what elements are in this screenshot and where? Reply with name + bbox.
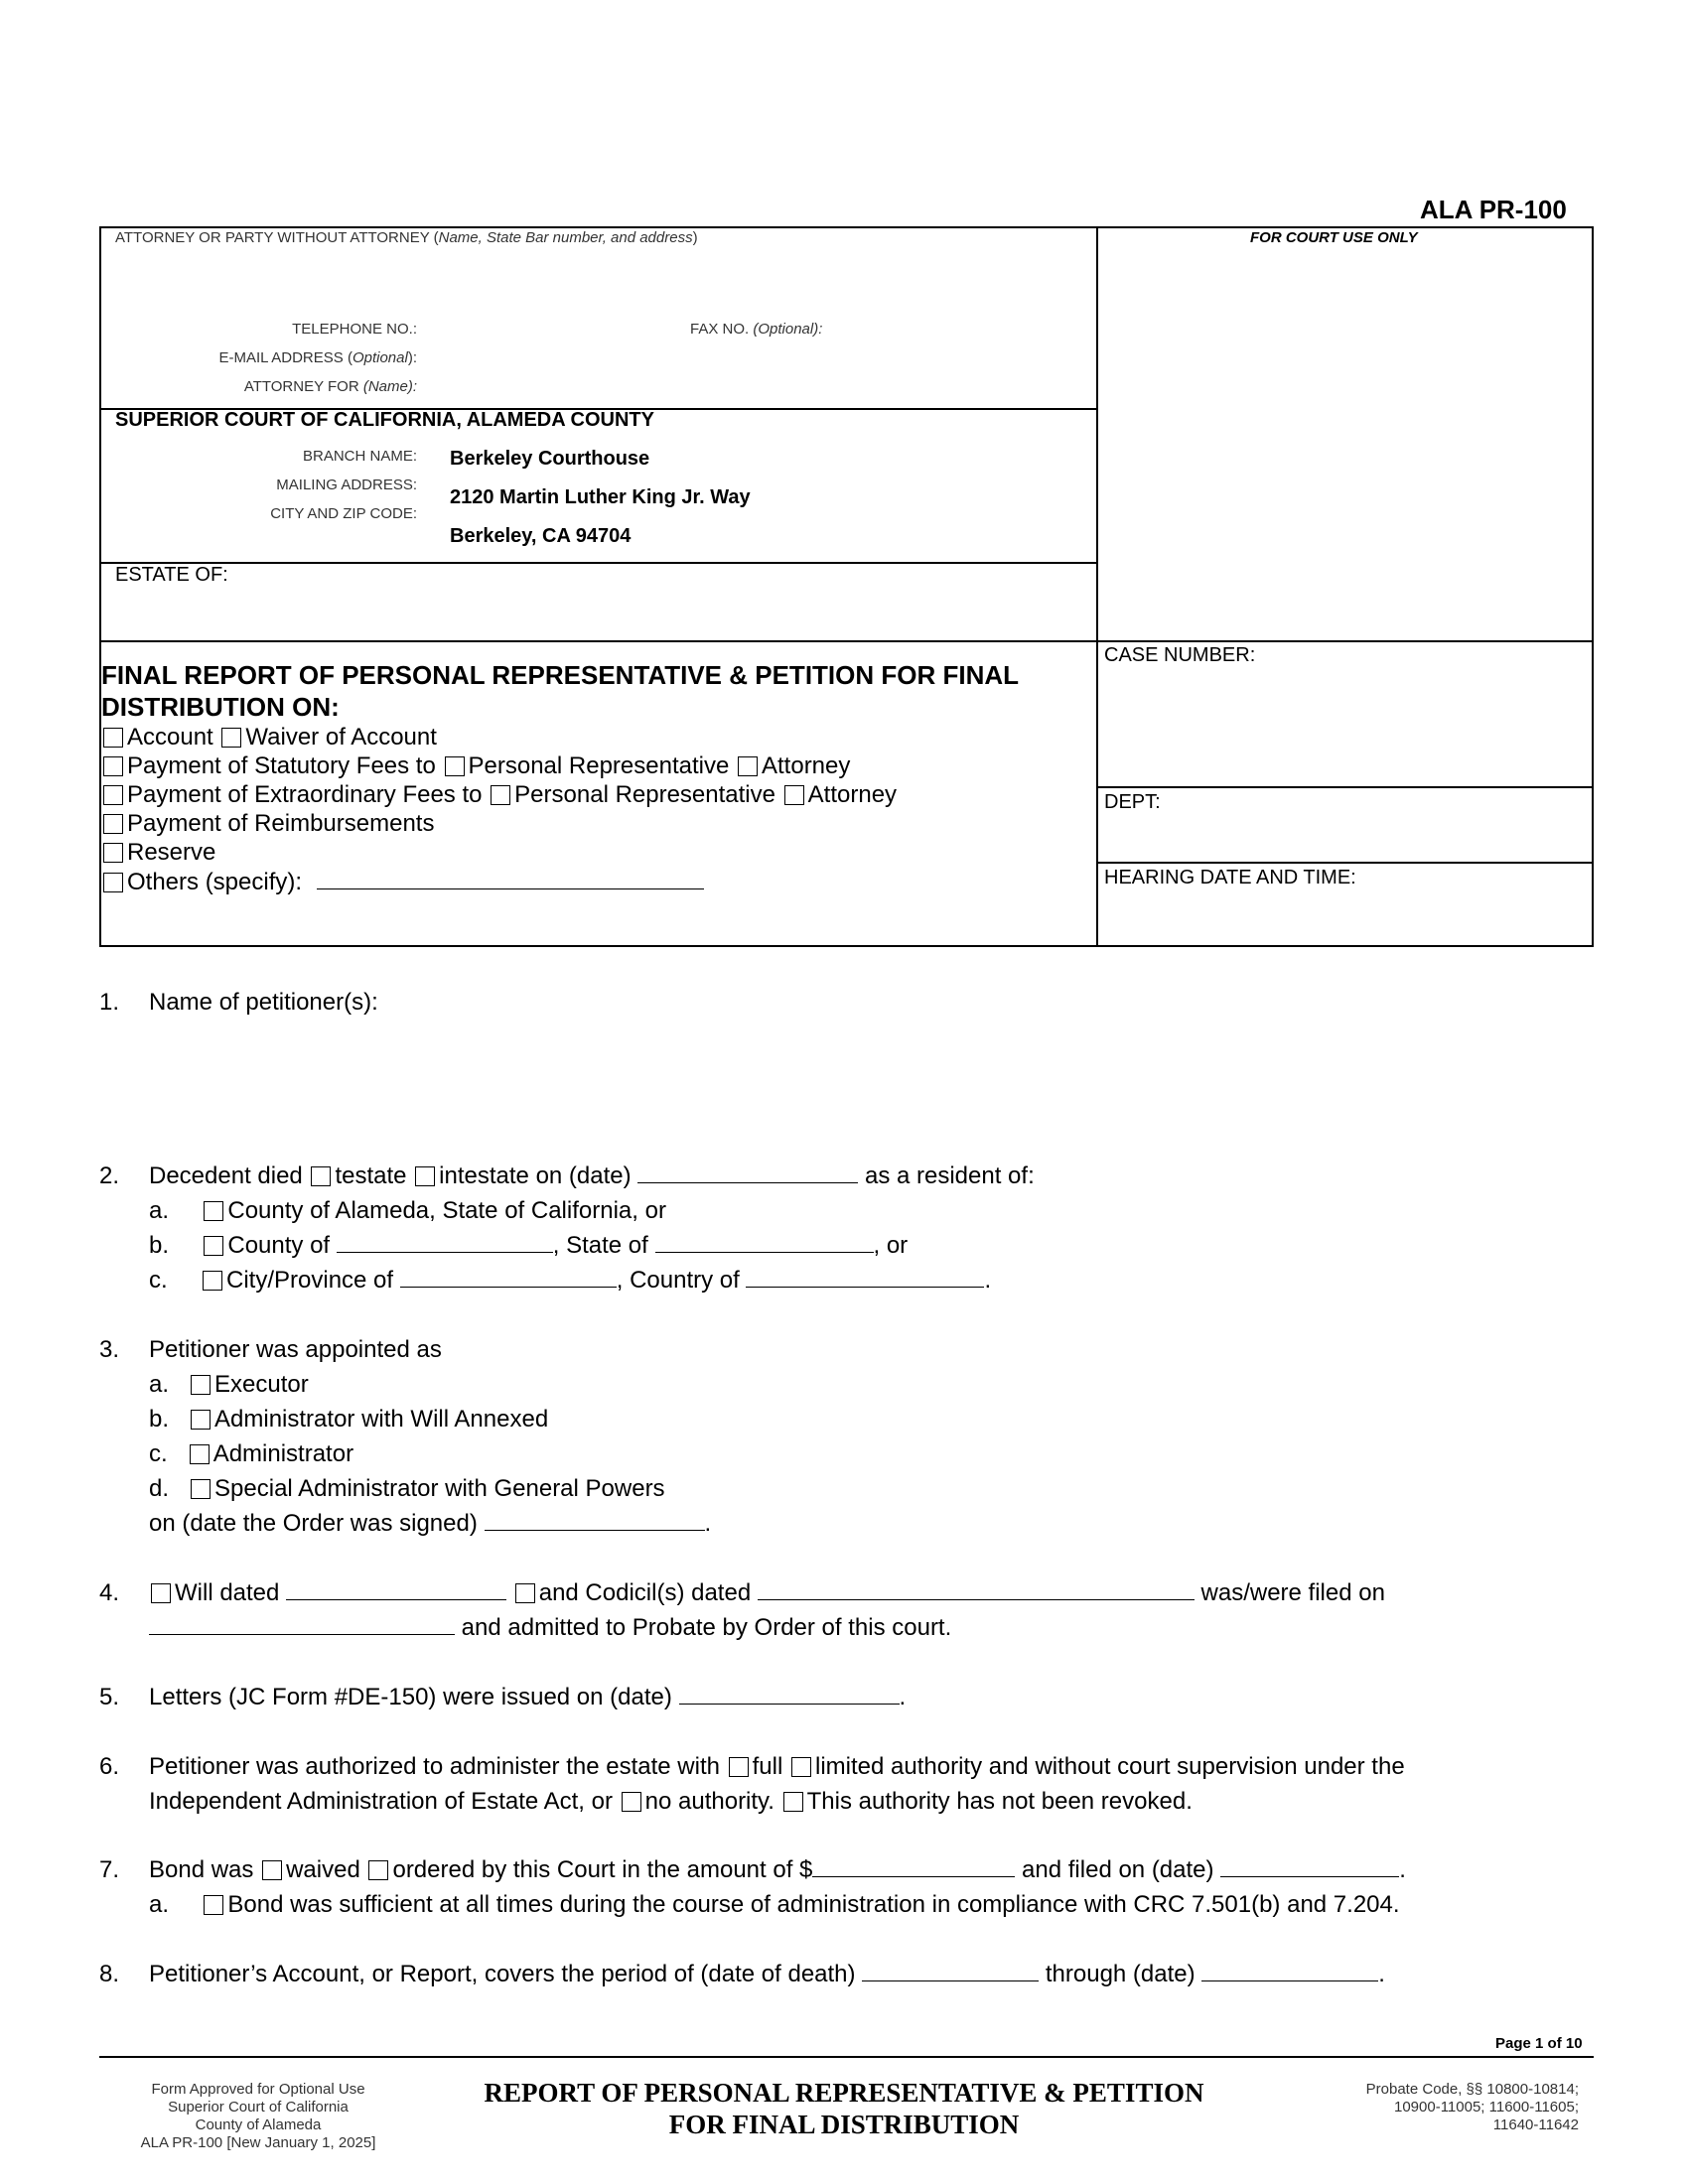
court-use-label: FOR COURT USE ONLY [1250, 229, 1418, 246]
waiver-checkbox[interactable] [221, 728, 241, 748]
other-county-checkbox[interactable] [204, 1236, 223, 1256]
form-id: ALA PR-100 [1420, 195, 1567, 224]
report-title-line1: FINAL REPORT OF PERSONAL REPRESENTATIVE & PETITION FOR FINAL [101, 660, 1020, 690]
statutory-pr-checkbox[interactable] [445, 756, 465, 776]
filed-date-field[interactable] [149, 1612, 455, 1635]
divider [1096, 786, 1594, 788]
option-row-statutory-fees: Payment of Statutory Fees to Personal Representative Attorney [101, 751, 850, 780]
admin-will-annexed-checkbox[interactable] [191, 1410, 211, 1430]
extraordinary-fees-checkbox[interactable] [103, 785, 123, 805]
hearing-label: HEARING DATE AND TIME: [1104, 867, 1356, 888]
court-name: SUPERIOR COURT OF CALIFORNIA, ALAMEDA COUNTY [115, 409, 654, 431]
dept-label: DEPT: [1104, 791, 1161, 813]
bond-ordered-checkbox[interactable] [368, 1860, 388, 1880]
mailing-value: 2120 Martin Luther King Jr. Way [450, 486, 751, 508]
divider [1096, 862, 1594, 864]
bond-amount-field[interactable] [812, 1854, 1015, 1877]
alameda-checkbox[interactable] [204, 1201, 223, 1221]
city-province-field[interactable] [400, 1265, 617, 1288]
state-field[interactable] [655, 1230, 874, 1253]
will-checkbox[interactable] [151, 1583, 171, 1603]
divider [101, 640, 1096, 642]
executor-checkbox[interactable] [191, 1375, 211, 1395]
letters-date-field[interactable] [679, 1682, 900, 1705]
telephone-label: TELEPHONE NO.: [292, 321, 417, 338]
attorney-label: ATTORNEY OR PARTY WITHOUT ATTORNEY (Name, State Bar number, and address) [115, 229, 698, 246]
bond-waived-checkbox[interactable] [262, 1860, 282, 1880]
option-row-reimbursements: Payment of Reimbursements [101, 809, 434, 838]
extraordinary-attorney-checkbox[interactable] [784, 785, 804, 805]
will-date-field[interactable] [286, 1577, 506, 1600]
death-date-field[interactable] [637, 1160, 858, 1183]
others-field[interactable] [317, 867, 704, 889]
option-row-extraordinary-fees: Payment of Extraordinary Fees to Personal Representative Attorney [101, 780, 897, 809]
extraordinary-pr-checkbox[interactable] [491, 785, 510, 805]
fax-label: FAX NO. (Optional): [690, 321, 823, 338]
estate-label: ESTATE OF: [115, 564, 228, 586]
statutory-fees-checkbox[interactable] [103, 756, 123, 776]
not-revoked-checkbox[interactable] [783, 1792, 803, 1812]
footer-rule [99, 2056, 1594, 2058]
full-authority-checkbox[interactable] [729, 1757, 749, 1777]
codicil-date-field[interactable] [758, 1577, 1195, 1600]
attorney-for-label: ATTORNEY FOR (Name): [243, 378, 417, 395]
branch-value: Berkeley Courthouse [450, 448, 650, 470]
limited-authority-checkbox[interactable] [791, 1757, 811, 1777]
footer-title: REPORT OF PERSONAL REPRESENTATIVE & PETITION FOR FINAL DISTRIBUTION [484, 2078, 1204, 2139]
option-row-others: Others (specify): [101, 867, 704, 896]
city-value: Berkeley, CA 94704 [450, 525, 632, 547]
testate-checkbox[interactable] [311, 1166, 331, 1186]
page-number: Page 1 of 10 [1495, 2035, 1583, 2052]
footer-citation: Probate Code, §§ 10800-10814; 10900-11005; 11600-11605; 11640-11642 [1365, 2081, 1579, 2133]
city-province-checkbox[interactable] [203, 1271, 222, 1291]
no-authority-checkbox[interactable] [622, 1792, 641, 1812]
bond-sufficient-checkbox[interactable] [204, 1895, 223, 1915]
option-row-reserve: Reserve [101, 838, 215, 867]
footer-approval: Form Approved for Optional Use Superior Court of California County of Alameda ALA PR-100 [New January 1, 2025] [140, 2081, 376, 2151]
account-checkbox[interactable] [103, 728, 123, 748]
option-row-account: Account Waiver of Account [101, 723, 437, 751]
divider [1096, 228, 1098, 947]
county-field[interactable] [337, 1230, 553, 1253]
divider [101, 562, 1096, 564]
divider [1096, 640, 1594, 642]
statutory-attorney-checkbox[interactable] [738, 756, 758, 776]
bond-filed-date-field[interactable] [1220, 1854, 1399, 1877]
city-label: CITY AND ZIP CODE: [270, 505, 417, 522]
reimbursements-checkbox[interactable] [103, 814, 123, 834]
period-start-field[interactable] [862, 1959, 1039, 1981]
reserve-checkbox[interactable] [103, 843, 123, 863]
intestate-checkbox[interactable] [415, 1166, 435, 1186]
others-checkbox[interactable] [103, 873, 123, 892]
country-field[interactable] [746, 1265, 984, 1288]
administrator-checkbox[interactable] [190, 1444, 210, 1464]
period-end-field[interactable] [1201, 1959, 1378, 1981]
order-date-field[interactable] [485, 1508, 705, 1531]
email-label: E-MAIL ADDRESS (Optional): [218, 349, 417, 366]
codicil-checkbox[interactable] [515, 1583, 535, 1603]
report-title-line2: DISTRIBUTION ON: [101, 692, 340, 722]
mailing-label: MAILING ADDRESS: [276, 477, 417, 493]
case-number-label: CASE NUMBER: [1104, 644, 1256, 666]
petitioner-name-label: Name of petitioner(s): [149, 989, 378, 1016]
branch-label: BRANCH NAME: [302, 448, 417, 465]
special-admin-checkbox[interactable] [191, 1479, 211, 1499]
